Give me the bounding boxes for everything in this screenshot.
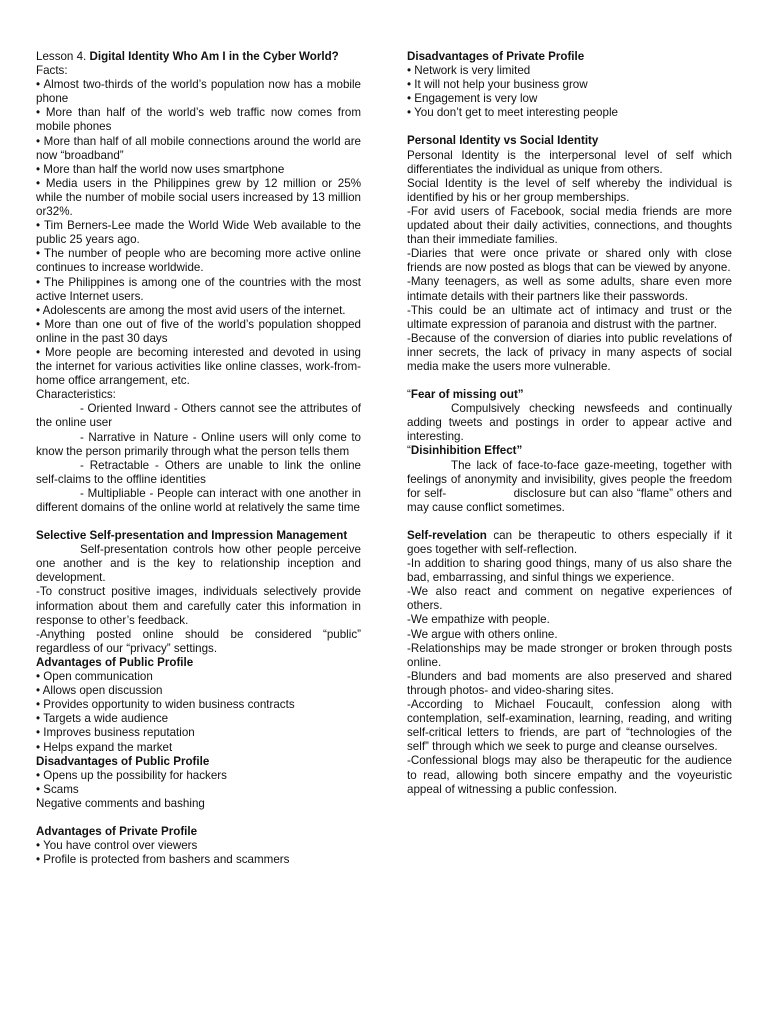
lesson-title: Lesson 4. Digital Identity Who Am I in the Cyber World? bbox=[36, 50, 339, 63]
pi-paragraph: Social Identity is the level of self whereby the individual is identified by his or her group memberships. bbox=[407, 176, 732, 204]
adv-public-item: • Provides opportunity to widen business contracts bbox=[36, 698, 361, 712]
disadv-public-item: • Scams bbox=[36, 783, 361, 797]
disadv-private-item: • You don’t get to meet interesting people bbox=[407, 106, 732, 120]
characteristic-item: - Multipliable - People can interact with one another in different domains of the online world at relatively the same time bbox=[36, 486, 361, 514]
ssp-point: -Anything posted online should be considered “public” regardless of our “privacy” settings. bbox=[36, 627, 361, 655]
sr-point: -We also react and comment on negative experiences of others. bbox=[407, 585, 732, 613]
disadv-public-extra: Negative comments and bashing bbox=[36, 796, 205, 810]
fact-item: • The number of people who are becoming more active online continues to increase worldwide. bbox=[36, 247, 361, 275]
pi-paragraph: -Because of the conversion of diaries into public revelations of inner secrets, the lack of privacy in many aspects of social media make the users more vulnerable. bbox=[407, 331, 732, 373]
fact-item: • More people are becoming interested and devoted in using the internet for various activities like online classes, work-from- home office arrangement, etc. bbox=[36, 346, 361, 388]
fact-item: • Media users in the Philippines grew by 12 million or 25% while the number of mobile social users increased by 13 million or32%. bbox=[36, 177, 361, 219]
disinhibition-text: The lack of face-to-face gaze-meeting, together with feelings of anonymity and invisibility, gives people the freedom for self- disclosure but can also “flame” others and may cause conflict sometimes. bbox=[407, 458, 736, 514]
adv-public-heading: Advantages of Public Profile bbox=[36, 655, 194, 669]
disadv-public-heading: Disadvantages of Public Profile bbox=[36, 754, 210, 768]
pi-paragraph: -For avid users of Facebook, social media friends are more updated about their daily activities, connections, and thoughts than their immediate families. bbox=[407, 204, 732, 247]
sr-point: -According to Michael Foucault, confession along with contemplation, self-examination, learning, reading, and writing self-critical letters to friends, are part of “technologies of the self” through which we seek to purge and cleanse ourselves. bbox=[407, 698, 732, 754]
facts-label: Facts: bbox=[36, 64, 68, 78]
pi-paragraph: -This could be an ultimate act of intimacy and trust or the ultimate expression of paranoia and distrust with the partner. bbox=[407, 303, 732, 331]
fact-item: • Adolescents are among the most avid users of the internet. bbox=[36, 304, 361, 318]
fact-item: • More than half of the world’s web traffic now comes from mobile phones bbox=[36, 106, 361, 134]
adv-public-item: • Allows open discussion bbox=[36, 684, 361, 698]
sr-point: -We argue with others online. bbox=[407, 627, 558, 641]
sr-point: -In addition to sharing good things, many of us also share the bad, embarrassing, and sinful things we experience. bbox=[407, 557, 732, 585]
pi-paragraph: -Diaries that were once private or shared only with close friends are now posted as blogs that can be viewed by anyone. bbox=[407, 247, 732, 275]
ssp-point: -To construct positive images, individuals selectively provide information about them and carefully cater this information in response to other’s feedback. bbox=[36, 585, 361, 627]
adv-private-item: • You have control over viewers bbox=[36, 839, 361, 853]
disinhibition-heading: “Disinhibition Effect” bbox=[407, 444, 523, 458]
fact-item: • More than half the world now uses smartphone bbox=[36, 163, 361, 177]
fact-item: • The Philippines is among one of the countries with the most active Internet users. bbox=[36, 276, 361, 304]
adv-private-item: • Profile is protected from bashers and scammers bbox=[36, 853, 361, 867]
pi-paragraph: Personal Identity is the interpersonal level of self which differentiates the individual as unique from others. bbox=[407, 148, 732, 176]
fact-item: • Tim Berners-Lee made the World Wide Web available to the public 25 years ago. bbox=[36, 219, 361, 247]
fomo-heading: “Fear of missing out” bbox=[407, 388, 524, 402]
ssp-intro: Self-presentation controls how other people perceive one another and is the key to relationship inception and development. bbox=[36, 543, 361, 585]
adv-private-heading: Advantages of Private Profile bbox=[36, 824, 198, 838]
characteristics-label: Characteristics: bbox=[36, 388, 116, 402]
sr-point: -Relationships may be made stronger or broken through posts online. bbox=[407, 641, 732, 669]
adv-public-item: • Helps expand the market bbox=[36, 741, 361, 755]
disadv-private-heading: Disadvantages of Private Profile bbox=[407, 50, 585, 63]
fact-item: • More than half of all mobile connections around the world are now “broadband” bbox=[36, 135, 361, 163]
adv-public-item: • Targets a wide audience bbox=[36, 712, 361, 726]
right-column bbox=[407, 50, 736, 797]
disadv-public-item: • Opens up the possibility for hackers bbox=[36, 769, 361, 783]
pi-paragraph: -Many teenagers, as well as some adults, share even more intimate details with their partners like their passwords. bbox=[407, 275, 732, 303]
characteristic-item: - Narrative in Nature - Online users will only come to know the person primarily through what the person tells them bbox=[36, 430, 361, 458]
pi-heading: Personal Identity vs Social Identity bbox=[407, 134, 599, 148]
disadv-private-item: • It will not help your business grow bbox=[407, 78, 732, 92]
fomo-text: Compulsively checking newsfeeds and continually adding tweets and postings in order to appear active and interesting. bbox=[407, 402, 732, 444]
characteristic-item: - Oriented Inward - Others cannot see the attributes of the online user bbox=[36, 402, 361, 430]
adv-public-item: • Open communication bbox=[36, 670, 361, 684]
fact-item: • Almost two-thirds of the world’s population now has a mobile phone bbox=[36, 78, 361, 106]
adv-public-item: • Improves business reputation bbox=[36, 726, 361, 740]
sr-point: -Blunders and bad moments are also preserved and shared through photos- and video-sharing sites. bbox=[407, 669, 732, 697]
characteristic-item: - Retractable - Others are unable to link the online self-claims to the offline identities bbox=[36, 458, 361, 486]
disadv-private-item: • Network is very limited bbox=[407, 64, 732, 78]
left-column bbox=[36, 50, 361, 867]
sr-point: -We empathize with people. bbox=[407, 613, 550, 627]
disadv-private-item: • Engagement is very low bbox=[407, 92, 732, 106]
ssp-heading: Selective Self-presentation and Impression Management bbox=[36, 529, 348, 543]
self-revelation-intro: Self-revelation can be therapeutic to others especially if it goes together with self-reflection. bbox=[407, 528, 732, 556]
sr-point: -Confessional blogs may also be therapeutic for the audience to read, allowing both sincere empathy and the voyeuristic appeal of witnessing a public confession. bbox=[407, 754, 732, 796]
fact-item: • More than one out of five of the world’s population shopped online in the past 30 days bbox=[36, 318, 361, 346]
